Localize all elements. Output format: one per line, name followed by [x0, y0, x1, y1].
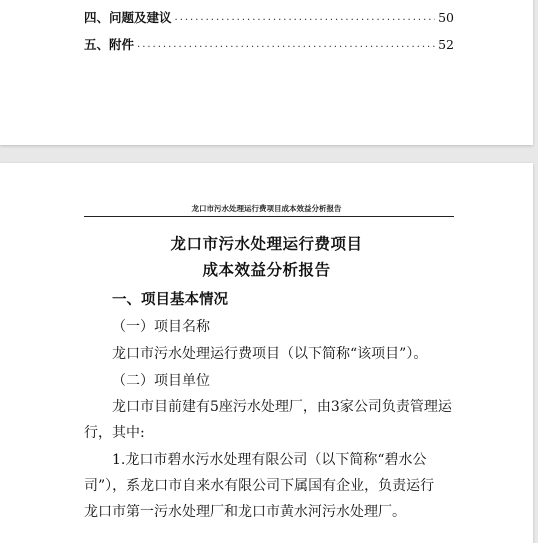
report-page [0, 163, 533, 543]
toc-entry-title: 四、问题及建议 [84, 10, 172, 25]
section-heading: 一、项目基本情况 [112, 291, 228, 308]
toc-entry[interactable] [84, 36, 454, 54]
document-subtitle: 成本效益分析报告 [202, 260, 331, 279]
toc-entry-title: 五、附件 [84, 37, 135, 52]
running-header: 龙口市污水处理运行费项目成本效益分析报告 [191, 204, 342, 213]
toc-leader-dots [175, 9, 436, 27]
paragraph-line: 司”），系龙口市自来水有限公司下属国有企业，负责运行 [84, 478, 435, 494]
toc-page [0, 0, 533, 145]
paragraph-line: 1.龙口市碧水污水处理有限公司（以下简称“碧水公 [112, 452, 427, 468]
paragraph-line: 行，其中: [84, 425, 145, 441]
toc-entry-page: 50 [438, 10, 454, 25]
paragraph-line: 龙口市第一污水处理厂和龙口市黄水河污水处理厂。 [84, 504, 406, 520]
paragraph-line: 龙口市目前建有5座污水处理厂，由3家公司负责管理运 [112, 399, 452, 415]
document-title: 龙口市污水处理运行费项目 [170, 234, 363, 253]
subsection-heading: （一）项目名称 [112, 319, 210, 335]
toc-entry[interactable] [84, 9, 454, 27]
toc-leader-dots [137, 36, 435, 54]
header-divider [84, 216, 454, 217]
toc-entry-page: 52 [438, 37, 454, 52]
paragraph-line: 龙口市污水处理运行费项目（以下简称“该项目”）。 [112, 346, 428, 362]
subsection-heading: （二）项目单位 [112, 373, 210, 389]
